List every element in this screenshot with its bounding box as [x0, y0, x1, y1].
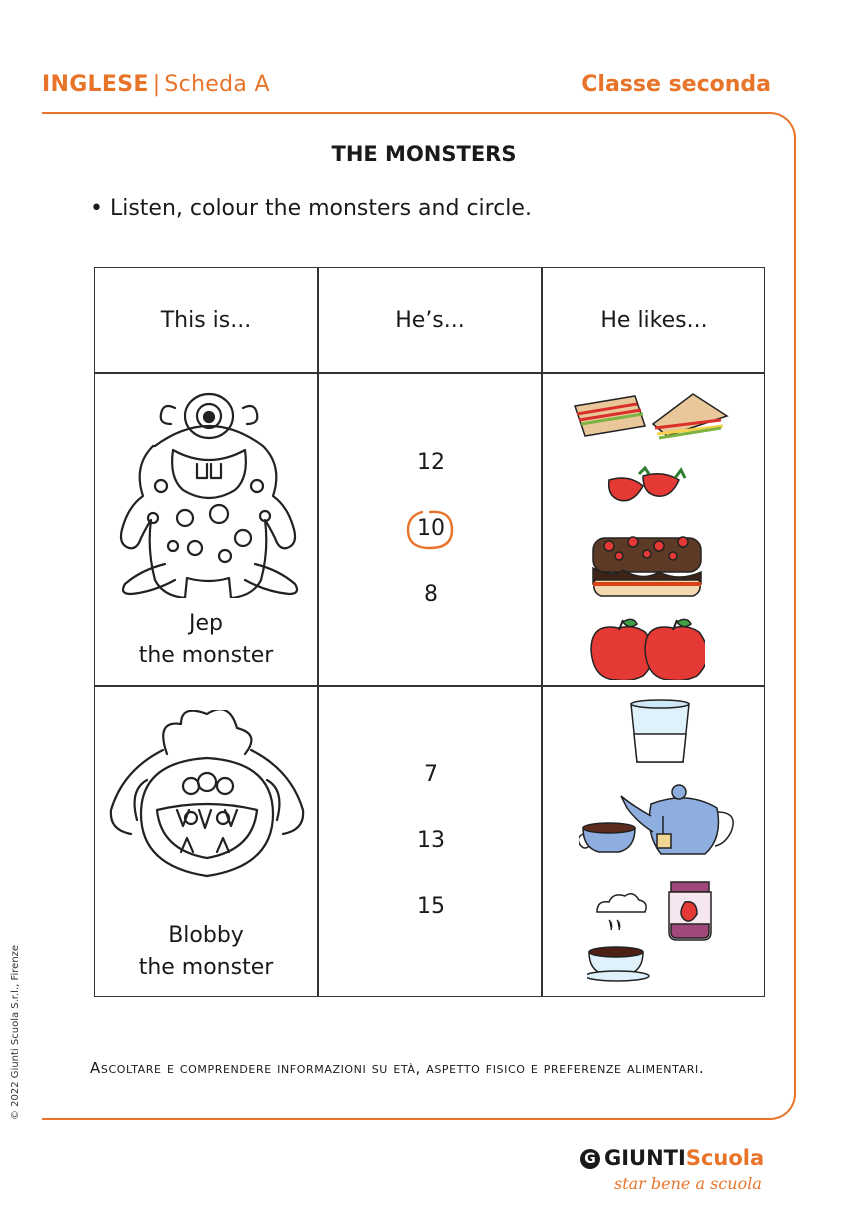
teapot-icon — [579, 772, 739, 864]
giunti-logo-icon: G — [580, 1149, 600, 1169]
monster-name-line1: Jep — [189, 611, 223, 636]
monster-name-jep — [95, 608, 317, 672]
monster-name-line2: the monster — [138, 955, 274, 980]
age-option: 12 — [417, 450, 445, 475]
monster-name-line1: Blobby — [168, 923, 244, 948]
instruction-text: • Listen, colour the monsters and circle. — [90, 196, 532, 221]
age-answer-circle — [404, 508, 456, 550]
header-subject — [42, 72, 270, 97]
table-divider — [95, 685, 764, 687]
milk-glass-icon — [625, 698, 695, 768]
age-option: 15 — [417, 894, 445, 919]
header-separator: | — [152, 72, 161, 97]
strawberry-icon — [603, 466, 693, 502]
jep-monster-drawing — [115, 388, 305, 598]
monster-name-blobby — [95, 920, 317, 984]
age-option: 13 — [417, 828, 445, 853]
age-option: 8 — [424, 582, 438, 607]
header-he-likes: He likes... — [600, 308, 708, 333]
monsters-table — [94, 267, 765, 997]
header-hes: He’s... — [395, 308, 465, 333]
publisher-slogan: star bene a scuola — [614, 1174, 762, 1193]
publisher-logo — [580, 1146, 764, 1170]
brand-name-b: Scuola — [685, 1146, 765, 1170]
apple-icon — [589, 616, 705, 680]
blobby-monster-drawing — [107, 710, 307, 910]
cake-icon — [589, 524, 707, 604]
table-divider — [95, 372, 764, 374]
subject-label: INGLESE — [42, 72, 149, 97]
table-divider — [317, 268, 319, 996]
table-divider — [541, 268, 543, 996]
grade-label: Classe seconda — [581, 72, 771, 97]
copyright-notice: © 2022 Giunti Scuola S.r.l., Firenze — [10, 944, 21, 1120]
monster-name-line2: the monster — [138, 643, 274, 668]
age-option-circled: 10 — [417, 516, 445, 541]
sandwich-icon — [571, 388, 731, 448]
jam-jar-icon — [587, 872, 727, 984]
age-option: 7 — [424, 762, 438, 787]
header-this-is: This is... — [160, 308, 252, 333]
sheet-label: Scheda A — [164, 72, 270, 97]
learning-objective: Ascoltare e comprendere informazioni su età, aspetto fisico e preferenze alimentari. — [90, 1059, 705, 1077]
brand-name-a: GIUNTI — [604, 1146, 686, 1170]
page-title: THE MONSTERS — [331, 142, 517, 166]
